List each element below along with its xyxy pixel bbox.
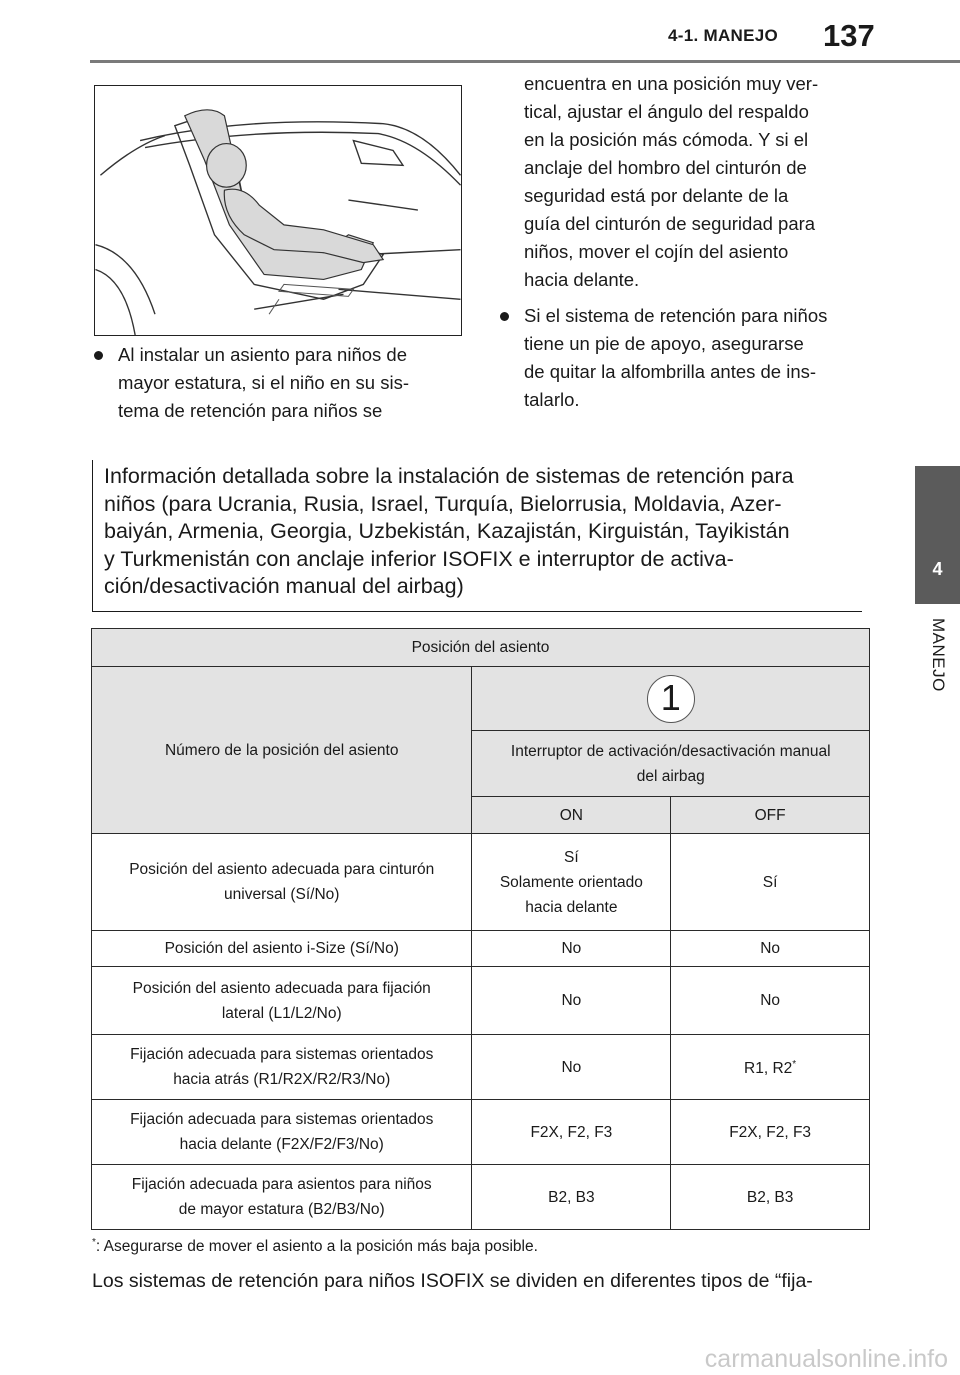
airbag-switch-header	[472, 731, 870, 797]
text-line: encuentra en una posición muy ver-	[524, 73, 819, 94]
footnote	[92, 1237, 538, 1256]
table-row	[92, 1035, 870, 1100]
body-paragraph: Los sistemas de retención para niños ISOFIX se dividen en diferentes tipos de “fija-	[92, 1270, 813, 1292]
row-label-line: universal (Sí/No)	[224, 886, 340, 903]
table-row	[92, 834, 870, 931]
seat-number-badge: 1	[647, 675, 695, 723]
footnote-mark: *	[792, 1059, 797, 1071]
chapter-tab[interactable]	[915, 466, 960, 604]
on-cell-line: Solamente orientado	[499, 873, 643, 891]
off-cell: F2X, F2, F3	[671, 1100, 870, 1165]
off-cell: B2, B3	[671, 1165, 870, 1230]
watermark: carmanualsonline.info	[704, 1345, 948, 1373]
on-cell-line: hacia delante	[525, 898, 618, 916]
text-line: hacia delante.	[524, 269, 640, 290]
row-label-line: de mayor estatura (B2/B3/No)	[178, 1201, 385, 1218]
row-label	[92, 1035, 472, 1100]
on-cell: No	[472, 931, 671, 967]
on-cell: No	[472, 1035, 671, 1100]
on-cell: No	[472, 967, 671, 1035]
child-seat-icon	[95, 86, 461, 335]
seat-number-cell	[472, 667, 870, 731]
seat-number-header: Número de la posición del asiento	[92, 667, 472, 834]
table-title: Posición del asiento	[92, 629, 870, 667]
row-label	[92, 834, 472, 931]
text-line: seguridad está por delante de la	[524, 185, 789, 206]
footnote-mark: *	[92, 1237, 96, 1248]
page-number: 137	[823, 18, 875, 53]
airbag-switch-line: Interruptor de activación/desactivación manual	[510, 742, 831, 760]
on-cell-line: Sí	[564, 848, 579, 866]
off-cell: No	[671, 931, 870, 967]
bullet-line: Si el sistema de retención para niños	[524, 305, 828, 326]
section-title: 4-1. MANEJO	[668, 26, 779, 45]
airbag-switch-line: del airbag	[636, 767, 705, 785]
off-cell: Sí	[671, 834, 870, 931]
row-label-line: Fijación adecuada para sistemas orientados	[130, 1111, 434, 1128]
section-heading	[92, 460, 862, 612]
text-line: en la posición más cómoda. Y si el	[524, 129, 809, 150]
table-row	[92, 1100, 870, 1165]
off-cell-value: R1, R2	[744, 1060, 793, 1078]
row-label-line: hacia delante (F2X/F2/F3/No)	[179, 1136, 384, 1153]
on-header: ON	[472, 797, 671, 834]
row-label-line: Posición del asiento adecuada para cinturón	[129, 861, 435, 878]
table-row	[92, 967, 870, 1035]
off-cell: No	[671, 967, 870, 1035]
off-cell	[671, 1035, 870, 1100]
row-label	[92, 967, 472, 1035]
right-column-text	[524, 70, 864, 294]
row-label	[92, 1100, 472, 1165]
bullet-line: talarlo.	[524, 389, 580, 410]
table-row	[92, 1165, 870, 1230]
bullet-line: tiene un pie de apoyo, asegurarse	[524, 333, 804, 354]
heading-line: niños (para Ucrania, Rusia, Israel, Turquía, Bielorrusia, Moldavia, Azer-	[104, 491, 782, 516]
bullet-line: Al instalar un asiento para niños de	[118, 344, 407, 365]
bullet-dot	[94, 351, 103, 360]
row-label	[92, 1165, 472, 1230]
text-line: tical, ajustar el ángulo del respaldo	[524, 101, 809, 122]
seat-position-table	[91, 628, 870, 1230]
row-label: Posición del asiento i-Size (Sí/No)	[92, 931, 472, 967]
bullet-dot	[500, 312, 509, 321]
row-label-line: Fijación adecuada para sistemas orientados	[130, 1046, 434, 1063]
bullet-support-leg	[500, 302, 870, 414]
text-line: anclaje del hombro del cinturón de	[524, 157, 807, 178]
heading-line: baiyán, Armenia, Georgia, Uzbekistán, Kazajistán, Kirguistán, Tayikistán	[104, 519, 790, 543]
header-rule	[90, 60, 960, 63]
footnote-text: : Asegurarse de mover el asiento a la posición más baja posible.	[95, 1238, 538, 1256]
bullet-tall-child-seat	[94, 341, 464, 425]
chapter-label-text: MANEJO	[929, 618, 948, 692]
off-header: OFF	[671, 797, 870, 834]
text-line: niños, mover el cojín del asiento	[524, 241, 789, 262]
on-cell: F2X, F2, F3	[472, 1100, 671, 1165]
heading-line: y Turkmenistán con anclaje inferior ISOFIX e interruptor de activa-	[104, 546, 734, 571]
text-line: guía del cinturón de seguridad para	[524, 213, 816, 234]
bullet-line: mayor estatura, si el niño en su sis-	[118, 372, 409, 393]
table-row	[92, 931, 870, 967]
chapter-label	[918, 618, 958, 708]
row-label-line: lateral (L1/L2/No)	[221, 1004, 342, 1022]
on-cell	[472, 834, 671, 931]
on-cell: B2, B3	[472, 1165, 671, 1230]
row-label-line: Posición del asiento adecuada para fijación	[132, 979, 431, 997]
heading-line: ción/desactivación manual del airbag)	[104, 574, 464, 598]
child-seat-illustration	[94, 85, 462, 336]
row-label-line: hacia atrás (R1/R2X/R2/R3/No)	[173, 1071, 391, 1088]
chapter-tab-number: 4	[932, 559, 943, 579]
row-label-line: Fijación adecuada para asientos para niños	[131, 1176, 432, 1193]
bullet-line: tema de retención para niños se	[118, 400, 383, 421]
heading-line: Información detallada sobre la instalación de sistemas de retención para	[104, 464, 794, 488]
bullet-line: de quitar la alfombrilla antes de ins-	[524, 361, 817, 382]
